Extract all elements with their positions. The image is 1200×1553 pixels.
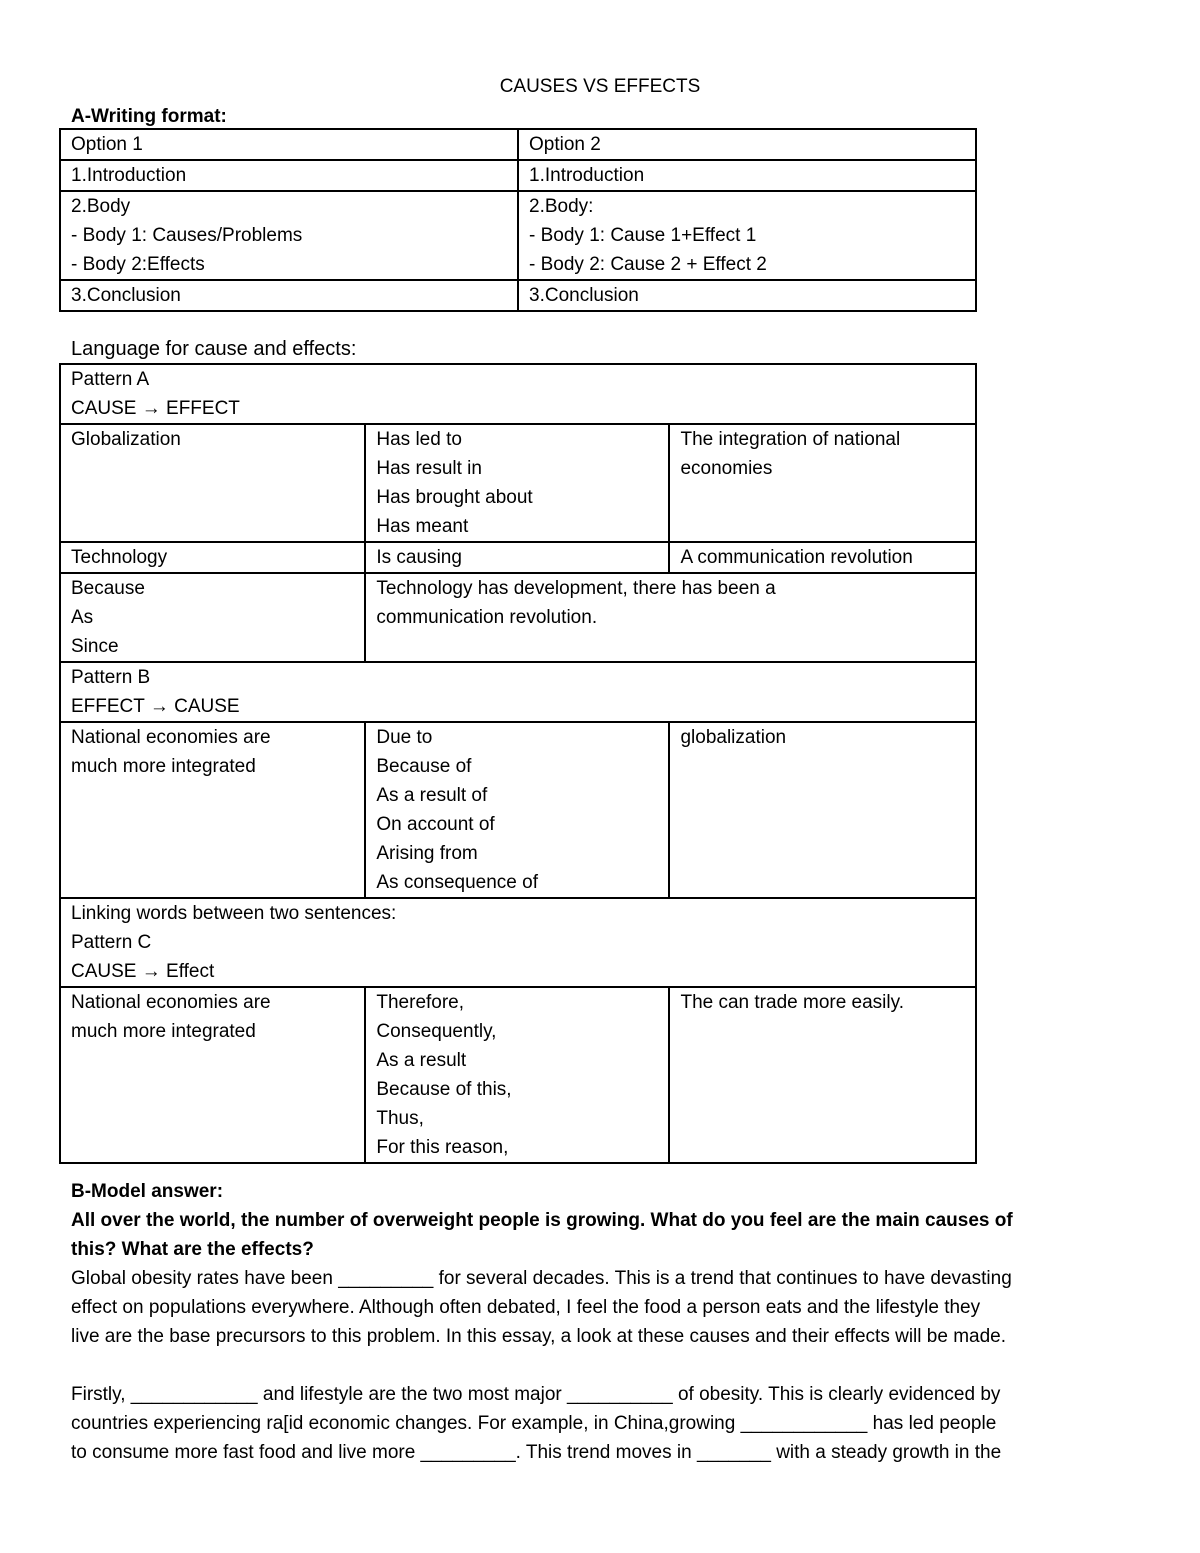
linking-phrase: Because of xyxy=(376,756,472,777)
effect-line: economies xyxy=(680,458,773,479)
pattern-label: Pattern B xyxy=(71,667,151,688)
cause-cell: globalization xyxy=(669,722,976,898)
effect-line: much more integrated xyxy=(71,756,256,777)
effect-cell xyxy=(60,722,365,898)
pattern-label: Pattern A xyxy=(71,369,150,390)
cause-line: National economies are xyxy=(71,992,271,1013)
pattern-a-header xyxy=(60,364,976,424)
pattern-formula: CAUSE → Effect xyxy=(71,961,215,982)
cause-effect-language-table xyxy=(59,363,977,1164)
body-line: - Body 1: Causes/Problems xyxy=(71,225,303,246)
verb-phrase: Has meant xyxy=(376,516,469,537)
table-row xyxy=(60,662,976,722)
paragraph-intro xyxy=(71,1264,1181,1351)
table-row xyxy=(60,987,976,1163)
pattern-formula: EFFECT → CAUSE xyxy=(71,696,240,717)
table-row xyxy=(60,280,976,311)
paragraph-line: effect on populations everywhere. Although often debated, I feel the food a person eats and the lifestyle they xyxy=(71,1297,981,1318)
verb-phrase: Has brought about xyxy=(376,487,533,508)
section-b-heading: B-Model answer: xyxy=(71,1181,224,1202)
linker-cell xyxy=(365,987,669,1163)
sentence-line: communication revolution. xyxy=(376,607,598,628)
pattern-formula: CAUSE → EFFECT xyxy=(71,398,240,419)
table-row xyxy=(60,160,976,191)
cause-line: much more integrated xyxy=(71,1021,256,1042)
linking-phrase: Arising from xyxy=(376,843,478,864)
conjunction-cell xyxy=(60,573,365,662)
verb-phrase: Has led to xyxy=(376,429,462,450)
linking-phrase: On account of xyxy=(376,814,495,835)
conjunction: Because xyxy=(71,578,145,599)
paragraph-line: live are the base precursors to this problem. In this essay, a look at these causes and their effects will be made. xyxy=(71,1326,1006,1347)
option-1-intro: 1.Introduction xyxy=(60,160,518,191)
option-1-conclusion: 3.Conclusion xyxy=(60,280,518,311)
paragraph-body xyxy=(71,1380,1181,1467)
pattern-intro: Linking words between two sentences: xyxy=(71,903,397,924)
table-row xyxy=(60,191,976,280)
section-a-heading: A-Writing format: xyxy=(71,106,227,127)
table-row xyxy=(60,129,976,160)
body-line: - Body 1: Cause 1+Effect 1 xyxy=(529,225,757,246)
linking-word: For this reason, xyxy=(376,1137,509,1158)
example-sentence-cell xyxy=(365,573,976,662)
table-row xyxy=(60,424,976,542)
linking-word: Thus, xyxy=(376,1108,424,1129)
essay-question xyxy=(71,1206,1181,1264)
verb-cell xyxy=(365,424,669,542)
conjunction: Since xyxy=(71,636,119,657)
linking-phrase: As consequence of xyxy=(376,872,538,893)
option-2-intro: 1.Introduction xyxy=(518,160,976,191)
option-2-header: Option 2 xyxy=(518,129,976,160)
linking-word: As a result xyxy=(376,1050,467,1071)
linking-word: Therefore, xyxy=(376,992,465,1013)
verb-cell: Is causing xyxy=(365,542,669,573)
effect-line: The integration of national xyxy=(680,429,901,450)
option-1-body xyxy=(60,191,518,280)
cause-cell: Technology xyxy=(60,542,365,573)
sentence-line: Technology has development, there has been a xyxy=(376,578,776,599)
linking-word: Consequently, xyxy=(376,1021,497,1042)
paragraph-line: Firstly, ____________ and lifestyle are the two most major __________ of obesity. This is clearly evidenced by xyxy=(71,1384,1001,1405)
writing-format-table xyxy=(59,128,977,312)
linking-phrase: Due to xyxy=(376,727,433,748)
paragraph-line: Global obesity rates have been _________ for several decades. This is a trend that continues to have devasting xyxy=(71,1268,1012,1289)
body-line: - Body 2:Effects xyxy=(71,254,205,275)
model-answer-section xyxy=(71,1177,1181,1467)
question-line: All over the world, the number of overweight people is growing. What do you feel are the main causes of xyxy=(71,1210,1013,1231)
cause-cell: Globalization xyxy=(60,424,365,542)
table-row xyxy=(60,542,976,573)
option-1-header: Option 1 xyxy=(60,129,518,160)
pattern-c-header xyxy=(60,898,976,987)
table-row xyxy=(60,364,976,424)
body-line: 2.Body: xyxy=(529,196,594,217)
paragraph-line: countries experiencing ra[id economic changes. For example, in China,growing ____________ has led people xyxy=(71,1413,997,1434)
phrase-cell xyxy=(365,722,669,898)
linking-phrase: As a result of xyxy=(376,785,488,806)
language-heading: Language for cause and effects: xyxy=(71,338,357,360)
effect-cell xyxy=(669,424,976,542)
cause-cell xyxy=(60,987,365,1163)
pattern-label: Pattern C xyxy=(71,932,152,953)
option-2-body xyxy=(518,191,976,280)
table-row xyxy=(60,898,976,987)
page-title: CAUSES VS EFFECTS xyxy=(499,76,701,97)
pattern-b-header xyxy=(60,662,976,722)
effect-cell: The can trade more easily. xyxy=(669,987,976,1163)
body-line: 2.Body xyxy=(71,196,131,217)
body-line: - Body 2: Cause 2 + Effect 2 xyxy=(529,254,767,275)
linking-word: Because of this, xyxy=(376,1079,512,1100)
paragraph-gap xyxy=(71,1351,1181,1380)
question-line: this? What are the effects? xyxy=(71,1239,314,1260)
table-row xyxy=(60,722,976,898)
verb-phrase: Has result in xyxy=(376,458,482,479)
effect-line: National economies are xyxy=(71,727,271,748)
table-row xyxy=(60,573,976,662)
conjunction: As xyxy=(71,607,94,628)
option-2-conclusion: 3.Conclusion xyxy=(518,280,976,311)
paragraph-line: to consume more fast food and live more _________. This trend moves in _______ with a steady growth in the xyxy=(71,1442,1002,1463)
effect-cell: A communication revolution xyxy=(669,542,976,573)
